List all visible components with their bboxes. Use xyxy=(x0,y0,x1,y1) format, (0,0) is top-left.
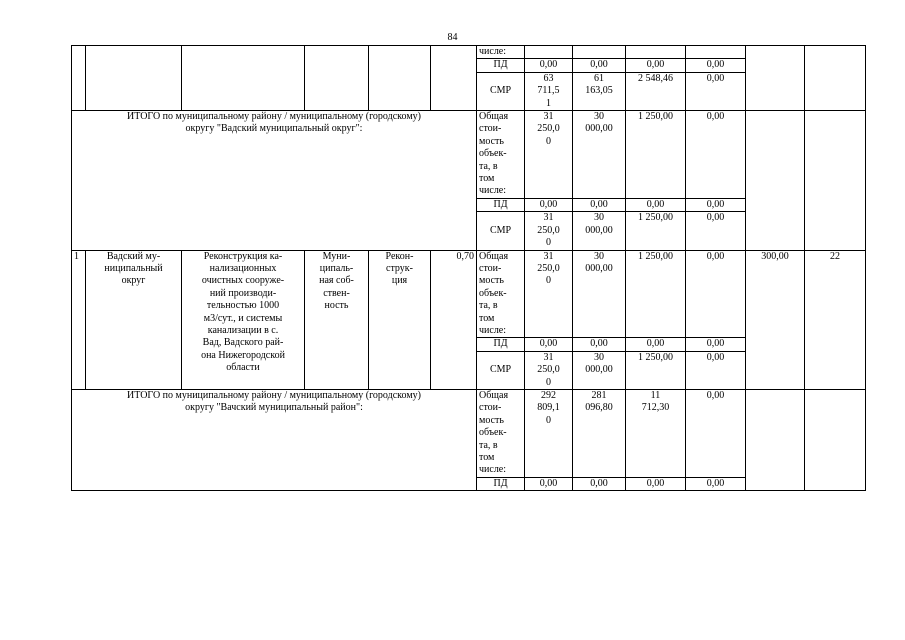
cell-extra1 xyxy=(746,111,805,250)
cell-extra1 xyxy=(746,46,805,111)
total-vad-pd-row: ПД 0,00 0,00 0,00 0,00 xyxy=(72,198,866,211)
cell-capacity xyxy=(431,46,477,111)
total-label: ИТОГО по муниципальному району / муниципальному (городскому) округу "Вадский муниципальный округ": xyxy=(72,111,477,250)
total-cost-label: Общая стои- мость объек- та, в том числе: xyxy=(477,111,525,199)
total-vad-row: ИТОГО по муниципальному району / муниципальному (городскому) округу "Вадский муниципальный округ": Общая стои- мость объек- та, в том числе: 31 250,0 0 30 000,00 1 250,00 0,00 xyxy=(72,111,866,199)
cell-extra2 xyxy=(805,46,866,111)
object-extra2: 22 xyxy=(805,250,866,389)
total-vad-smr-row: СМР 31 250,0 0 30 000,00 1 250,00 0,00 xyxy=(72,212,866,250)
object-smr-row: СМР 31 250,0 0 30 000,00 1 250,00 0,00 xyxy=(72,351,866,389)
total-label: ИТОГО по муниципальному району / муниципальному (городскому) округу "Вачский муниципальный район": xyxy=(72,389,477,490)
page-number: 84 xyxy=(447,32,458,43)
smr-label: СМР xyxy=(477,72,525,110)
cont-row-smr: СМР 63 711,5 1 61 163,05 2 548,46 0,00 xyxy=(72,72,866,110)
cell-ownership xyxy=(305,46,369,111)
cell-num xyxy=(72,46,86,111)
object-num: 1 xyxy=(72,250,86,389)
cell-municipality xyxy=(86,46,182,111)
cont-row-pd: ПД 0,00 0,00 0,00 0,00 xyxy=(72,59,866,72)
object-ownership: Муни- ципаль- ная соб- ствен- ность xyxy=(305,250,369,389)
object-municipality: Вадский му- ниципальный округ xyxy=(86,250,182,389)
cell-object-name xyxy=(182,46,305,111)
object-capacity: 0,70 xyxy=(431,250,477,389)
cell-extra1 xyxy=(746,389,805,490)
object-name: Реконструкция ка- нализационных очистных сооруже- ний производи- тельностью 1000 м3/сут., и системы канализации в с. Вад, Вадского рай- она Нижегородской области xyxy=(182,250,305,389)
investment-table xyxy=(71,45,866,491)
cell-extra2 xyxy=(805,111,866,250)
cost-label: числе: xyxy=(477,46,525,59)
cont-row-label xyxy=(72,46,866,59)
object-extra1: 300,00 xyxy=(746,250,805,389)
total-vach-pd-row: ПД 0,00 0,00 0,00 0,00 xyxy=(72,477,866,490)
object-pd-row: ПД 0,00 0,00 0,00 0,00 xyxy=(72,338,866,351)
cell-work-type xyxy=(369,46,431,111)
pd-label: ПД xyxy=(477,59,525,72)
total-vach-row: ИТОГО по муниципальному району / муниципальному (городскому) округу "Вачский муниципальный район": Общая стои- мость объек- та, в том числе: 292 809,1 0 281 096,80 11 712,30 0,00 xyxy=(72,389,866,477)
cell-extra2 xyxy=(805,389,866,490)
object-row: 1 Вадский му- ниципальный округ Реконструкция ка- нализационных очистных сооруже- ний производи- тельностью 1000 м3/сут., и системы канализации в с. Вад, Вадского рай- она Нижегородской области Муни- ципаль- ная соб- ствен- ность Рекон- струк- ция 0,70 Общая стои- мость объек- та, в том числе: 31 250,0 0 30 000,00 1 250,00 0,00 300,00 22 xyxy=(72,250,866,338)
object-work-type: Рекон- струк- ция xyxy=(369,250,431,389)
